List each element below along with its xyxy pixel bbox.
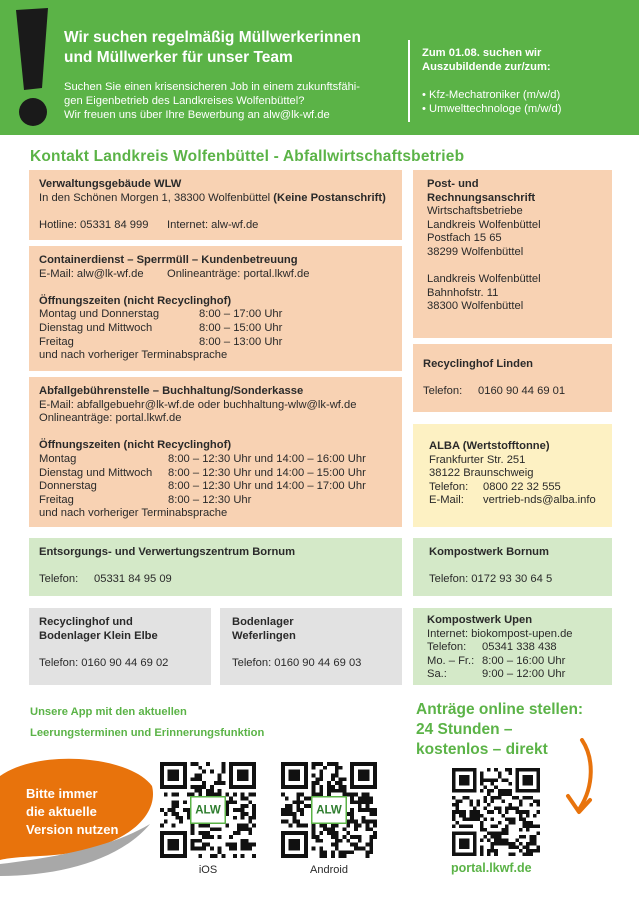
online-heading xyxy=(416,700,583,760)
hours-time: 8:00 – 13:00 Uhr xyxy=(199,335,283,348)
address-line: Postfach 15 65 xyxy=(427,232,502,245)
phone-number: 05331 84 95 09 xyxy=(94,573,172,586)
address-line: Landkreis Wolfenbüttel xyxy=(427,218,541,231)
phone-text: Telefon: 0160 90 44 69 03 xyxy=(232,656,362,669)
phone-label: Telefon: xyxy=(429,480,469,493)
post-box xyxy=(413,170,612,338)
header-text xyxy=(64,80,394,122)
bornum-ev-title: Entsorgungs- und Verwertungszentrum Bornum xyxy=(39,546,296,558)
hours-row xyxy=(39,453,392,467)
weferlingen-box xyxy=(220,608,402,685)
hours-time: 8:00 – 15:00 Uhr xyxy=(199,321,283,334)
hours-day: Dienstag und Mittwoch xyxy=(39,466,153,479)
hours-day: Donnerstag xyxy=(39,480,97,493)
header-title-line: Wir suchen regelmäßig Müllwerkerinnen xyxy=(64,29,362,46)
hours-time: 8:00 – 12:30 Uhr und 14:00 – 17:00 Uhr xyxy=(168,480,366,493)
hours-time: 9:00 – 12:00 Uhr xyxy=(482,668,566,681)
ios-qr-code[interactable] xyxy=(160,762,256,858)
kompost-upen-box xyxy=(413,608,612,685)
address-line: 38122 Braunschweig xyxy=(429,467,534,480)
hours-note: und nach vorheriger Terminabsprache xyxy=(39,349,228,362)
gebuehren-box xyxy=(29,377,402,527)
apprentice-section xyxy=(422,46,632,116)
header-title xyxy=(64,28,394,68)
post-title: Rechnungsanschrift xyxy=(427,191,536,204)
klein-elbe-title: Recyclinghof und xyxy=(39,616,133,628)
alw-logo-text: ALW xyxy=(195,804,221,817)
klein-elbe-title: Bodenlager Klein Elbe xyxy=(39,629,158,642)
apprentice-title: Auszubildende zur/zum: xyxy=(422,61,551,73)
page-title: Kontakt Landkreis Wolfenbüttel - Abfallwirtschaftsbetrieb xyxy=(30,148,465,165)
apprentice-title: Zum 01.08. suchen wir xyxy=(422,47,542,59)
email-text: E-Mail: alw@lk-wf.de xyxy=(39,267,144,280)
hours-row xyxy=(39,308,392,322)
address-line: Frankfurter Str. 251 xyxy=(429,453,526,466)
alba-email xyxy=(429,494,602,508)
hours-row xyxy=(39,336,392,350)
verwaltung-title: Verwaltungsgebäude WLW xyxy=(39,178,182,190)
hours-note: und nach vorheriger Terminabsprache xyxy=(39,507,228,520)
kompost-bornum-box xyxy=(413,538,612,596)
email-label: E-Mail: xyxy=(429,494,464,507)
address-line: Landkreis Wolfenbüttel xyxy=(427,273,541,286)
ios-label: iOS xyxy=(198,864,218,876)
container-box xyxy=(29,246,402,371)
kompost-bornum-title: Kompostwerk Bornum xyxy=(429,546,549,558)
kompost-upen-title: Kompostwerk Upen xyxy=(427,614,533,626)
header-text-line: Suchen Sie einen krisensicheren Job in einem zukunftsfähi- xyxy=(64,81,361,93)
bornum-ev-phone xyxy=(39,573,392,587)
phone-text: Telefon: 0160 90 44 69 02 xyxy=(39,656,169,669)
android-qr-code[interactable] xyxy=(281,762,377,858)
phone-label: Telefon: xyxy=(423,385,463,398)
app-info xyxy=(30,702,264,744)
hours-title: Öffnungszeiten (nicht Recyclinghof) xyxy=(39,294,232,307)
apprentice-item: • Kfz-Mechatroniker (m/w/d) xyxy=(422,88,632,102)
address-note: (Keine Postanschrift) xyxy=(273,191,386,204)
header-text-line: Wir freuen uns über Ihre Bewerbung an alw@lk-wf.de xyxy=(64,109,330,121)
hours-row xyxy=(39,494,392,508)
alw-logo-text: ALW xyxy=(316,804,342,817)
verwaltung-contact xyxy=(39,219,392,233)
hours-day: Mo. – Fr.: xyxy=(427,654,475,667)
internet-text: Internet: biokompost-upen.de xyxy=(427,627,573,640)
hotline-text: Hotline: 05331 84 999 xyxy=(39,218,149,231)
badge-line: die aktuelle xyxy=(26,804,97,819)
hours-day: Dienstag und Mittwoch xyxy=(39,321,153,334)
phone-number: 0160 90 44 69 01 xyxy=(478,385,566,398)
hours-day: Freitag xyxy=(39,493,74,506)
address-line: Wirtschaftsbetriebe xyxy=(427,205,523,218)
address-line: 38299 Wolfenbüttel xyxy=(427,245,524,258)
linden-phone xyxy=(423,385,602,399)
header-title-line: und Müllwerker für unser Team xyxy=(64,49,293,66)
klein-elbe-box xyxy=(29,608,211,685)
hours-day: Freitag xyxy=(39,335,74,348)
email-address: vertrieb-nds@alba.info xyxy=(483,494,596,507)
apprentice-item: • Umwelttechnologe (m/w/d) xyxy=(422,102,632,116)
exclamation-icon xyxy=(8,6,56,131)
container-contact xyxy=(39,268,392,282)
hours-time: 8:00 – 16:00 Uhr xyxy=(482,654,566,667)
address-line: Bahnhofstr. 11 xyxy=(427,286,499,299)
kompost-upen-phone xyxy=(427,641,602,655)
curved-arrow-icon xyxy=(560,738,600,820)
verwaltung-box xyxy=(29,170,402,240)
container-title: Containerdienst – Sperrmüll – Kundenbetreuung xyxy=(39,254,298,266)
alba-title: ALBA (Wertstofftonne) xyxy=(429,440,550,452)
phone-label: Telefon: xyxy=(39,573,79,586)
weferlingen-title: Bodenlager xyxy=(232,616,294,628)
hours-row xyxy=(39,480,392,494)
hours-row xyxy=(39,322,392,336)
phone-number: 05341 338 438 xyxy=(482,641,557,654)
hours-title: Öffnungszeiten (nicht Recyclinghof) xyxy=(39,439,232,452)
gebuehren-title: Abfallgebührenstelle – Buchhaltung/Sonderkasse xyxy=(39,385,304,397)
hours-time: 8:00 – 17:00 Uhr xyxy=(199,308,283,321)
hours-row xyxy=(39,467,392,481)
bornum-ev-box xyxy=(29,538,402,596)
online-heading-line: 24 Stunden – xyxy=(416,721,513,738)
post-title: Post- und xyxy=(427,178,479,190)
online-heading-line: Anträge online stellen: xyxy=(416,701,584,718)
weferlingen-title: Weferlingen xyxy=(232,629,296,642)
linden-title: Recyclinghof Linden xyxy=(423,358,534,370)
phone-text: Telefon: 0172 93 30 64 5 xyxy=(429,573,553,586)
hours-row xyxy=(427,655,602,669)
header-divider xyxy=(408,40,410,122)
update-badge xyxy=(26,785,118,839)
hours-day: Sa.: xyxy=(427,668,447,681)
email-text: E-Mail: abfallgebuehr@lk-wf.de oder buchhaltung-wlw@lk-wf.de xyxy=(39,398,357,411)
online-text: Onlineanträge: portal.lkwf.de xyxy=(39,412,182,425)
hours-time: 8:00 – 12:30 Uhr und 14:00 – 15:00 Uhr xyxy=(168,466,366,479)
address-text: In den Schönen Morgen 1, 38300 Wolfenbüttel xyxy=(39,191,271,204)
portal-qr-code[interactable] xyxy=(452,768,540,856)
alba-phone xyxy=(429,481,602,495)
hours-time: 8:00 – 12:30 Uhr und 14:00 – 16:00 Uhr xyxy=(168,452,366,465)
hours-day: Montag und Donnerstag xyxy=(39,308,160,321)
app-info-line: Unsere App mit den aktuellen xyxy=(30,706,187,718)
portal-link[interactable]: portal.lkwf.de xyxy=(451,861,532,875)
header-text-line: gen Eigenbetrieb des Landkreises Wolfenbüttel? xyxy=(64,95,305,107)
internet-text: Internet: alw-wf.de xyxy=(167,218,259,231)
android-label: Android xyxy=(310,864,348,876)
hours-row xyxy=(427,668,602,682)
badge-line: Bitte immer xyxy=(26,786,98,801)
online-text: Onlineanträge: portal.lkwf.de xyxy=(167,267,310,280)
badge-line: Version nutzen xyxy=(26,822,119,837)
phone-number: 0800 22 32 555 xyxy=(483,480,561,493)
app-info-line: Leerungsterminen und Erinnerungsfunktion xyxy=(30,727,265,739)
header-banner xyxy=(0,0,639,135)
hours-day: Montag xyxy=(39,452,77,465)
alba-box xyxy=(413,424,612,527)
hours-time: 8:00 – 12:30 Uhr xyxy=(168,493,252,506)
apprentice-list xyxy=(422,88,632,116)
online-heading-line: kostenlos – direkt xyxy=(416,741,548,758)
phone-label: Telefon: xyxy=(427,641,467,654)
verwaltung-address xyxy=(39,192,392,206)
linden-box xyxy=(413,344,612,412)
address-line: 38300 Wolfenbüttel xyxy=(427,300,524,313)
